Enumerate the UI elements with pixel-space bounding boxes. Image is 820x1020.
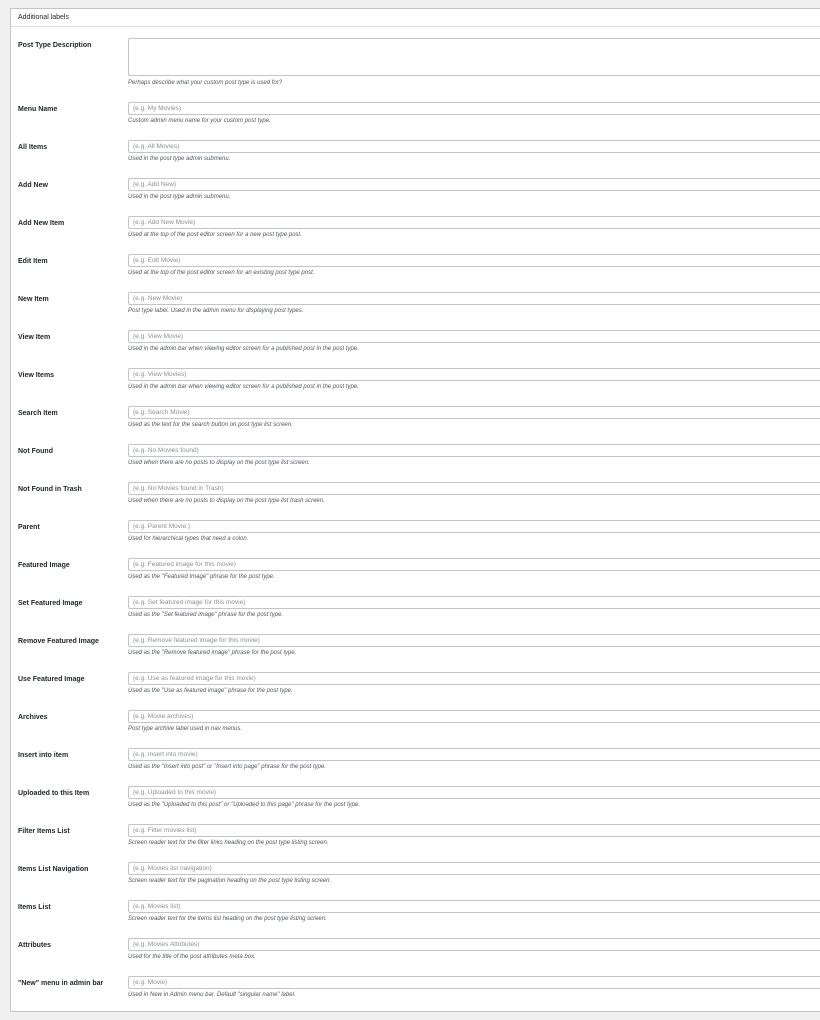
- field-label: Add New: [18, 182, 48, 189]
- label-field-row: [11, 976, 820, 1014]
- label-field-row: [11, 824, 820, 862]
- field-label: Menu Name: [18, 106, 58, 113]
- field-input[interactable]: [128, 406, 820, 419]
- field-input[interactable]: [128, 862, 820, 875]
- label-field-row: [11, 520, 820, 558]
- field-label: Items List: [18, 904, 51, 911]
- field-label: Archives: [18, 714, 48, 721]
- field-help-text: Post type archive label used in nav menus.: [128, 726, 243, 732]
- field-label: Filter Items List: [18, 828, 70, 835]
- post-type-description-help: Perhaps describe what your custom post type is used for?: [128, 80, 283, 86]
- label-field-row: [11, 330, 820, 368]
- label-field-row: [11, 672, 820, 710]
- field-label: View Item: [18, 334, 51, 341]
- field-help-text: Used at the top of the post editor screen for a new post type post.: [128, 232, 302, 238]
- label-field-row: [11, 444, 820, 482]
- label-field-row: [11, 216, 820, 254]
- field-input[interactable]: [128, 710, 820, 723]
- field-help-text: Screen reader text for the pagination heading on the post type listing screen.: [128, 878, 332, 884]
- field-help-text: Used as the "Set featured image" phrase for the post type.: [128, 612, 284, 618]
- field-help-text: Used for the title of the post attributes meta box.: [128, 954, 256, 960]
- field-input[interactable]: [128, 748, 820, 761]
- field-label: "New" menu in admin bar: [18, 980, 104, 987]
- post-type-description-textarea[interactable]: [128, 38, 820, 76]
- field-label: Add New Item: [18, 220, 65, 227]
- field-input[interactable]: [128, 102, 820, 115]
- label-field-row: [11, 368, 820, 406]
- field-input[interactable]: [128, 444, 820, 457]
- label-field-row: [11, 596, 820, 634]
- field-label: Use Featured Image: [18, 676, 85, 683]
- field-help-text: Used when there are no posts to display on the post type list screen.: [128, 460, 310, 466]
- label-field-row: [11, 406, 820, 444]
- field-help-text: Used at the top of the post editor screen for an existing post type post.: [128, 270, 315, 276]
- label-field-row: [11, 292, 820, 330]
- field-help-text: Custom admin menu name for your custom post type.: [128, 118, 271, 124]
- field-label: New Item: [18, 296, 49, 303]
- field-label: Insert into item: [18, 752, 69, 759]
- field-label: Not Found in Trash: [18, 486, 82, 493]
- label-field-row: [11, 558, 820, 596]
- field-help-text: Screen reader text for the items list heading on the post type listing screen.: [128, 916, 327, 922]
- field-label: Search Item: [18, 410, 58, 417]
- field-input[interactable]: [128, 292, 820, 305]
- field-help-text: Used as the "Use as featured image" phrase for the post type.: [128, 688, 293, 694]
- field-label: Not Found: [18, 448, 53, 455]
- field-input[interactable]: [128, 558, 820, 571]
- field-input[interactable]: [128, 368, 820, 381]
- field-label: View Items: [18, 372, 55, 379]
- field-input[interactable]: [128, 520, 820, 533]
- additional-labels-panel: [10, 8, 820, 1012]
- field-help-text: Post type label. Used in the admin menu for displaying post types.: [128, 308, 304, 314]
- label-field-row: [11, 786, 820, 824]
- label-field-row: [11, 710, 820, 748]
- field-help-text: Used as the text for the search button on post type list screen.: [128, 422, 293, 428]
- field-input[interactable]: [128, 482, 820, 495]
- field-help-text: Used as the "Insert into post" or "Insert into page" phrase for the post type.: [128, 764, 326, 770]
- field-help-text: Used as the "Featured Image" phrase for the post type.: [128, 574, 275, 580]
- field-label: Uploaded to this Item: [18, 790, 90, 797]
- label-field-row: [11, 178, 820, 216]
- label-field-row: [11, 102, 820, 140]
- label-field-row: [11, 938, 820, 976]
- field-input[interactable]: [128, 596, 820, 609]
- field-help-text: Used as the "Uploaded to this post" or "Uploaded to this page" phrase for the post type.: [128, 802, 360, 808]
- field-label: Parent: [18, 524, 40, 531]
- field-input[interactable]: [128, 254, 820, 267]
- label-field-row: [11, 482, 820, 520]
- field-label: Edit Item: [18, 258, 48, 265]
- post-type-description-row: [11, 27, 820, 97]
- panel-title: Additional labels: [11, 9, 820, 27]
- field-label: Attributes: [18, 942, 52, 949]
- label-field-row: [11, 748, 820, 786]
- field-help-text: Screen reader text for the filter links heading on the post type listing screen.: [128, 840, 329, 846]
- post-type-description-label: Post Type Description: [18, 42, 92, 49]
- label-field-row: [11, 140, 820, 178]
- field-input[interactable]: [128, 672, 820, 685]
- label-field-row: [11, 862, 820, 900]
- field-help-text: Used when there are no posts to display on the post type list trash screen.: [128, 498, 325, 504]
- field-input[interactable]: [128, 140, 820, 153]
- field-label: Items List Navigation: [18, 866, 89, 873]
- field-input[interactable]: [128, 900, 820, 913]
- field-help-text: Used for hierarchical types that need a colon.: [128, 536, 249, 542]
- field-input[interactable]: [128, 786, 820, 799]
- field-help-text: Used as the "Remove featured image" phrase for the post type.: [128, 650, 297, 656]
- field-input[interactable]: [128, 938, 820, 951]
- field-label: All Items: [18, 144, 48, 151]
- field-help-text: Used in the post type admin submenu.: [128, 194, 231, 200]
- field-label: Set Featured Image: [18, 600, 83, 607]
- field-help-text: Used in the admin bar when viewing editor screen for a published post in the post type.: [128, 384, 359, 390]
- field-input[interactable]: [128, 976, 820, 989]
- field-help-text: Used in the admin bar when viewing editor screen for a published post in the post type.: [128, 346, 359, 352]
- field-input[interactable]: [128, 824, 820, 837]
- field-label: Remove Featured Image: [18, 638, 99, 645]
- field-help-text: Used in New in Admin menu bar. Default "singular name" label.: [128, 992, 296, 998]
- field-input[interactable]: [128, 330, 820, 343]
- field-input[interactable]: [128, 216, 820, 229]
- label-field-row: [11, 254, 820, 292]
- label-field-row: [11, 900, 820, 938]
- field-help-text: Used in the post type admin submenu.: [128, 156, 231, 162]
- label-field-row: [11, 634, 820, 672]
- field-input[interactable]: [128, 178, 820, 191]
- field-label: Featured Image: [18, 562, 70, 569]
- field-input[interactable]: [128, 634, 820, 647]
